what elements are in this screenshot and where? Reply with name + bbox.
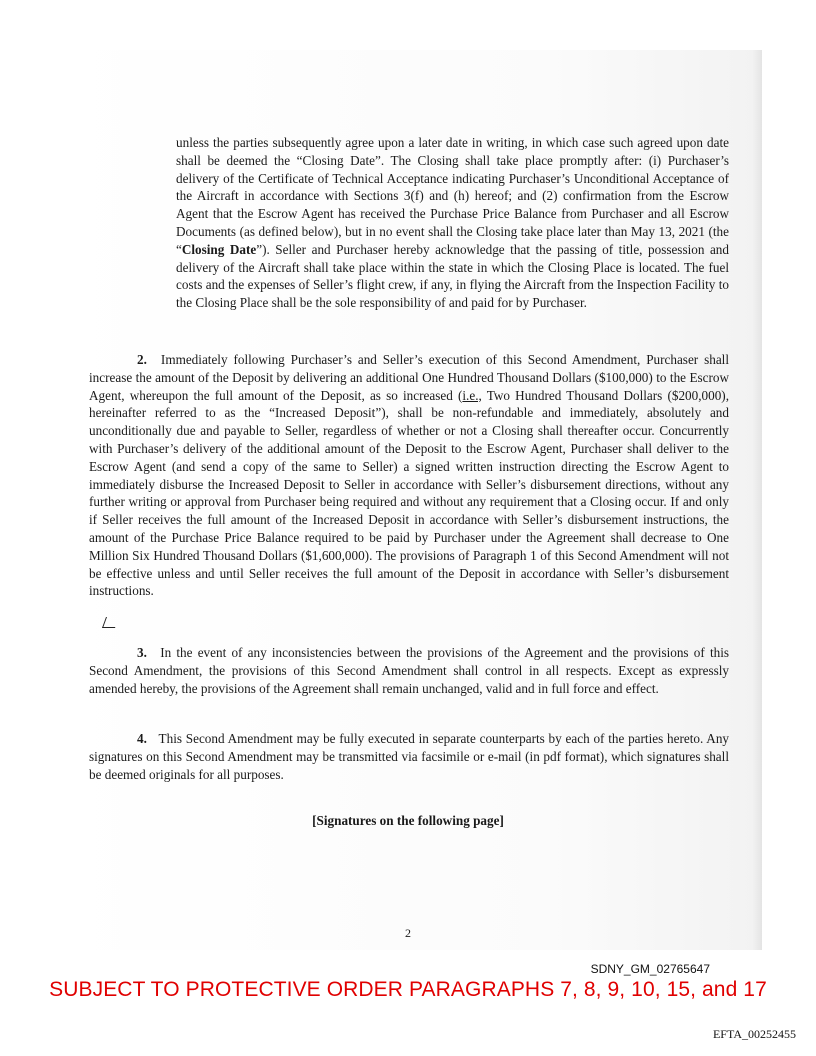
bates-number: SDNY_GM_02765647	[590, 962, 710, 976]
paragraph-2	[89, 351, 729, 600]
p4-text: This Second Amendment may be fully executed in separate counterparts by each of the parties hereto. Any signatures on this Second Amendment may be transmitted via facsimile or e-mail (in pdf format), which signatures shall be deemed originals for all purposes.	[89, 731, 730, 782]
p1-text-end: ”). Seller and Purchaser hereby acknowledge that the passing of title, possession and delivery of the Aircraft shall take place within the state in which the Closing Place is located. The fuel costs and the expenses of Seller’s flight crew, if any, in flying the Aircraft from the Inspection Facility to the Closing Place shall be the sole responsibility of and paid for by Purchaser.	[176, 241, 729, 311]
p3-text: In the event of any inconsistencies between the provisions of the Agreement and the provisions of this Second Amendment, the provisions of this Second Amendment shall control in all respects. Except as expressly amended hereby, the provisions of the Agreement shall remain unchanged, valid and in full force and effect.	[89, 645, 729, 696]
p1-text-start: unless the parties subsequently agree upon a later date in writing, in which case such agreed upon date shall be deemed the “Closing Date”. The Closing shall take place promptly after: (i) Purchaser’s delivery of the Certificate of Technical Acceptance indicating Purchaser’s Unconditional Acceptance of the Aircraft in accordance with Sections 3(f) and (h) hereof; and (2) confirmation from the Escrow Agent that the Escrow Agent has received the Purchase Price Balance from Purchaser and all Escrow Documents (as defined below), but in no event shall the Closing take place later than May 13, 2021 (the “	[176, 135, 729, 257]
p2-text-end: Two Hundred Thousand Dollars ($200,000), hereinafter referred to as the “Increased Deposit”), shall be non-refundable and immediately, absolutely and unconditionally due and payable to Seller, regardless of whether or not a Closing shall thereafter occur. Concurrently with Purchaser’s delivery of the additional amount of the Deposit to the Escrow Agent, Purchaser shall deliver to the Escrow Agent (and send a copy of the same to Seller) a signed written instruction directing the Escrow Agent to immediately disburse the Increased Deposit to Seller in accordance with Seller’s disbursement directions, without any further writing or approval from Purchaser being required and without any requirement that a Closing occur. If and only if Seller receives the full amount of the Increased Deposit in accordance with Seller’s disbursement instructions, the amount of the Purchase Price Balance required to be paid by Purchaser under the Agreement shall decrease to One Million Six Hundred Thousand Dollars ($1,600,000). The provisions of Paragraph 1 of this Second Amendment will not be effective unless and until Seller receives the full amount of the Deposit in accordance with Seller’s disbursement instructions.	[89, 387, 729, 599]
protective-order-notice: SUBJECT TO PROTECTIVE ORDER PARAGRAPHS 7, 8, 9, 10, 15, and 17	[49, 978, 767, 1001]
paragraph-3	[89, 644, 729, 697]
page-number: 2	[405, 926, 411, 940]
p3-number: 3.	[137, 645, 147, 660]
p2-number: 2.	[137, 352, 147, 367]
ie-abbreviation: i.e.,	[462, 387, 482, 403]
paragraph-1-continuation	[176, 134, 729, 312]
efta-number: EFTA_00252455	[712, 1027, 796, 1041]
paragraph-4	[89, 730, 729, 783]
closing-date-term: Closing Date	[181, 241, 257, 257]
p4-number: 4.	[137, 731, 147, 746]
signature-heading: [Signatures on the following page]	[312, 813, 504, 828]
p2-text-start: Immediately following Purchaser’s and Seller’s execution of this Second Amendment, Purchaser shall increase the amount of the Deposit by delivering an additional One Hundred Thousand Dollars ($100,000) to the Escrow Agent, whereupon the full amount of the Deposit, as so increased (	[89, 352, 730, 403]
